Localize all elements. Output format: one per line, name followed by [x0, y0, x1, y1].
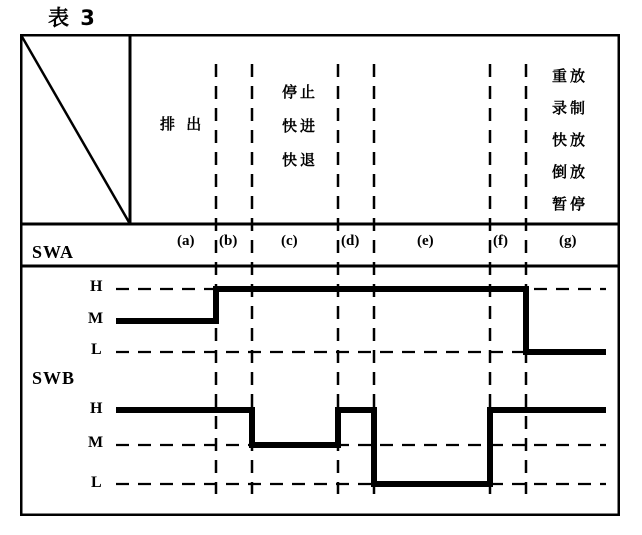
diagram-graphics [20, 34, 620, 516]
phase-label-f: (f) [493, 233, 508, 249]
phase-label-c: (c) [281, 233, 298, 249]
swb-level-h: H [90, 400, 103, 417]
swa-level-m: M [88, 310, 104, 327]
heading-col-g-line5: 暂停 [552, 195, 589, 213]
phase-label-b: (b) [219, 233, 238, 249]
legend-diagonal [21, 35, 130, 224]
timing-diagram [20, 34, 620, 516]
heading-col-c-line3: 快退 [282, 151, 319, 169]
swb-level-m: M [88, 434, 104, 451]
heading-col-c-line2: 快进 [282, 117, 319, 135]
swb-level-guides [116, 445, 606, 484]
phase-label-e: (e) [417, 233, 434, 249]
phase-label-d: (d) [341, 233, 360, 249]
figure-title: 表 3 [48, 6, 97, 30]
phase-label-g: (g) [559, 233, 577, 249]
swb-waveform [116, 410, 606, 484]
phase-label-a: (a) [177, 233, 195, 249]
heading-col-g-line1: 重放 [552, 67, 589, 85]
signal-name-swb: SWB [32, 368, 76, 388]
heading-col-g-line3: 快放 [552, 131, 589, 149]
swa-level-h: H [90, 278, 103, 295]
heading-col-c-line1: 停止 [282, 83, 319, 101]
heading-col-g-line4: 倒放 [552, 163, 589, 181]
swb-level-l: L [91, 474, 102, 491]
heading-col-a: 排 出 [160, 115, 205, 133]
swa-level-l: L [91, 341, 102, 358]
signal-name-swa: SWA [32, 242, 75, 262]
heading-col-g-line2: 录制 [552, 99, 589, 117]
swa-waveform [116, 289, 606, 352]
